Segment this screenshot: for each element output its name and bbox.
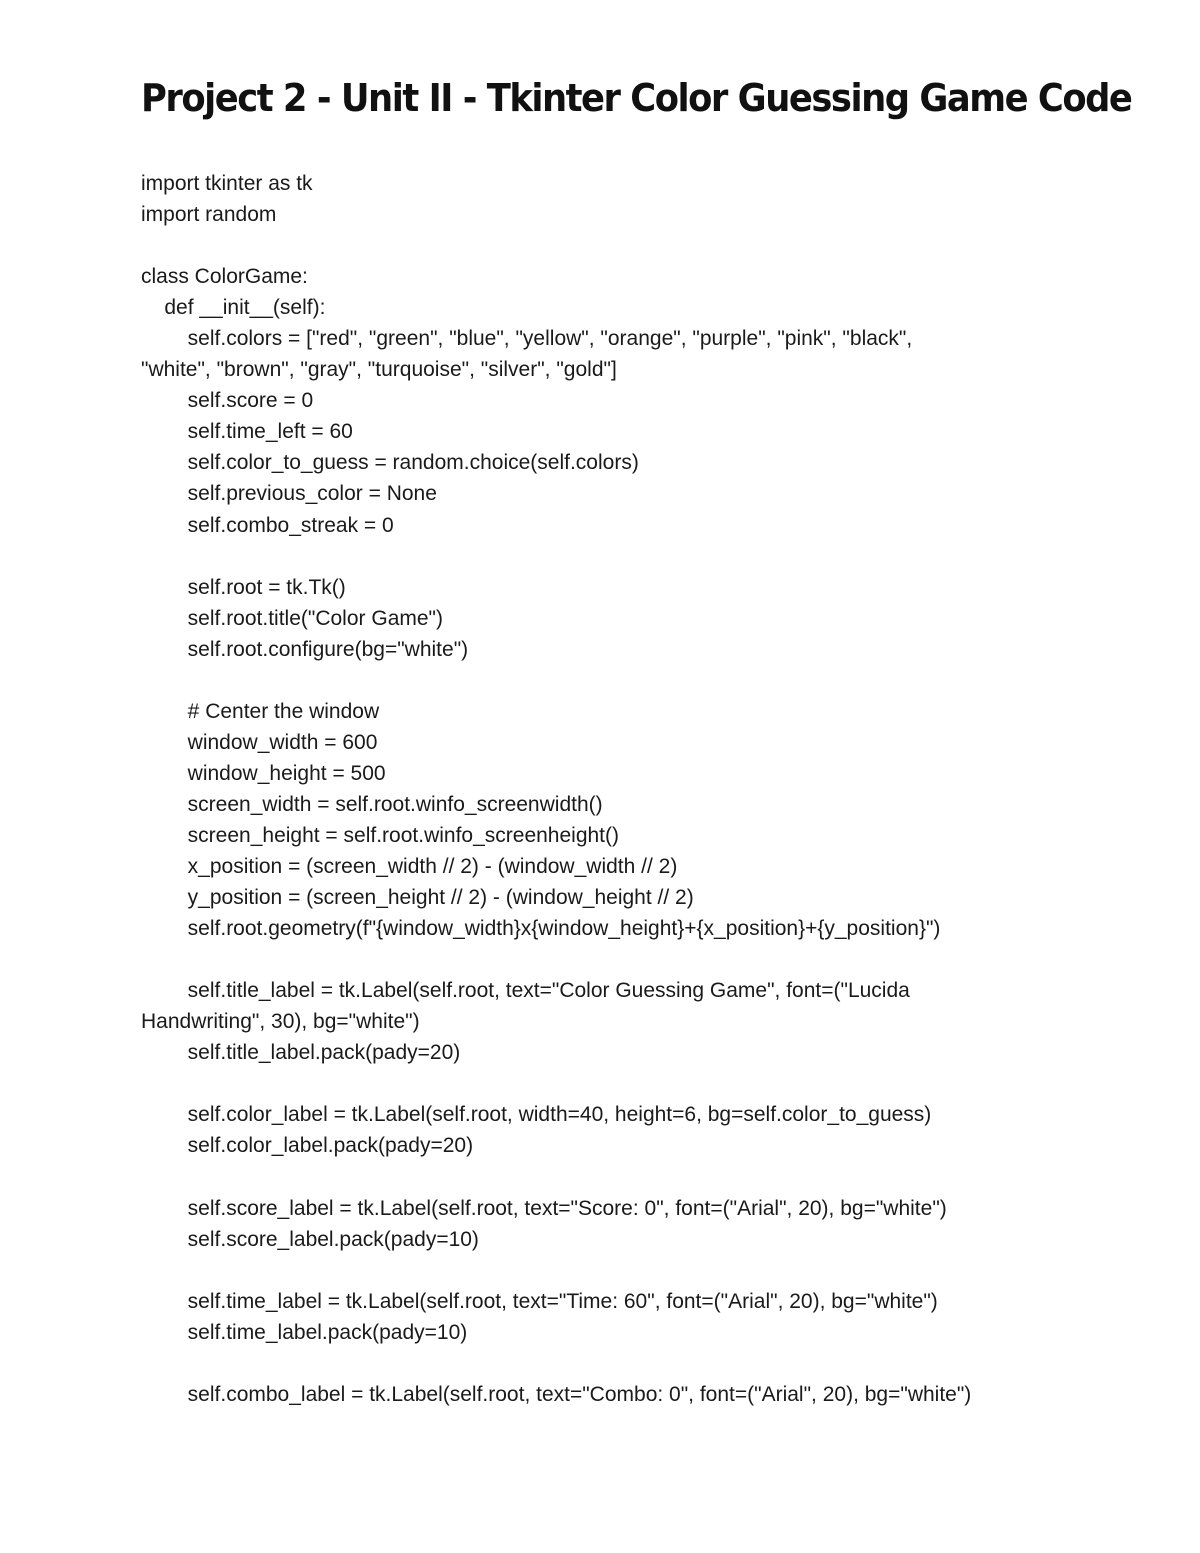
code-line: self.title_label.pack(pady=20)	[141, 1041, 461, 1065]
code-line: self.color_to_guess = random.choice(self.colors)	[141, 451, 639, 475]
code-line: screen_height = self.root.winfo_screenheight()	[141, 823, 620, 847]
code-line: import random	[141, 203, 277, 227]
code-line: x_position = (screen_width // 2) - (window_width // 2)	[141, 855, 678, 879]
code-line: self.root = tk.Tk()	[141, 575, 346, 599]
code-line: self.score_label.pack(pady=10)	[141, 1227, 479, 1251]
code-line	[141, 230, 1081, 261]
code-line: self.root.title("Color Game")	[141, 606, 443, 630]
code-line	[141, 1068, 1081, 1099]
code-line: self.time_label.pack(pady=10)	[141, 1320, 468, 1344]
code-line: self.score_label = tk.Label(self.root, text="Score: 0", font=("Arial", 20), bg="white")	[141, 1196, 947, 1220]
code-line: self.combo_streak = 0	[141, 513, 394, 537]
code-line: def __init__(self):	[141, 296, 326, 320]
code-line: import tkinter as tk	[141, 172, 313, 195]
code-line	[141, 1348, 1081, 1379]
code-line: window_height = 500	[141, 761, 386, 785]
code-line: # Center the window	[141, 699, 380, 723]
code-line	[141, 1255, 1081, 1286]
code-line: self.colors = ["red", "green", "blue", "yellow", "orange", "purple", "pink", "black",	[141, 327, 913, 351]
code-line	[141, 944, 1081, 975]
code-line	[141, 541, 1081, 572]
code-line: "white", "brown", "gray", "turquoise", "silver", "gold"]	[141, 358, 617, 382]
code-line: self.score = 0	[141, 389, 314, 413]
code-line: self.time_left = 60	[141, 420, 353, 444]
code-line: y_position = (screen_height // 2) - (window_height // 2)	[141, 886, 694, 910]
code-line: self.color_label = tk.Label(self.root, width=40, height=6, bg=self.color_to_guess)	[141, 1103, 932, 1127]
code-line	[141, 665, 1081, 696]
code-line: window_width = 600	[141, 730, 378, 754]
code-line: self.time_label = tk.Label(self.root, text="Time: 60", font=("Arial", 20), bg="white")	[141, 1289, 938, 1313]
document-title: Project 2 - Unit II - Tkinter Color Guessing Game Code	[141, 76, 1132, 120]
code-line: self.previous_color = None	[141, 482, 437, 506]
code-line: self.root.geometry(f"{window_width}x{window_height}+{x_position}+{y_position}")	[141, 917, 941, 941]
code-line: self.root.configure(bg="white")	[141, 637, 469, 661]
code-line: class ColorGame:	[141, 265, 308, 289]
code-line	[141, 1162, 1081, 1193]
code-line: Handwriting", 30), bg="white")	[141, 1010, 420, 1034]
code-block	[141, 168, 1081, 1410]
code-line: self.color_label.pack(pady=20)	[141, 1134, 474, 1158]
code-line: screen_width = self.root.winfo_screenwidth()	[141, 792, 603, 816]
code-line: self.title_label = tk.Label(self.root, text="Color Guessing Game", font=("Lucida	[141, 979, 910, 1003]
code-line: self.combo_label = tk.Label(self.root, text="Combo: 0", font=("Arial", 20), bg="white")	[141, 1382, 972, 1406]
